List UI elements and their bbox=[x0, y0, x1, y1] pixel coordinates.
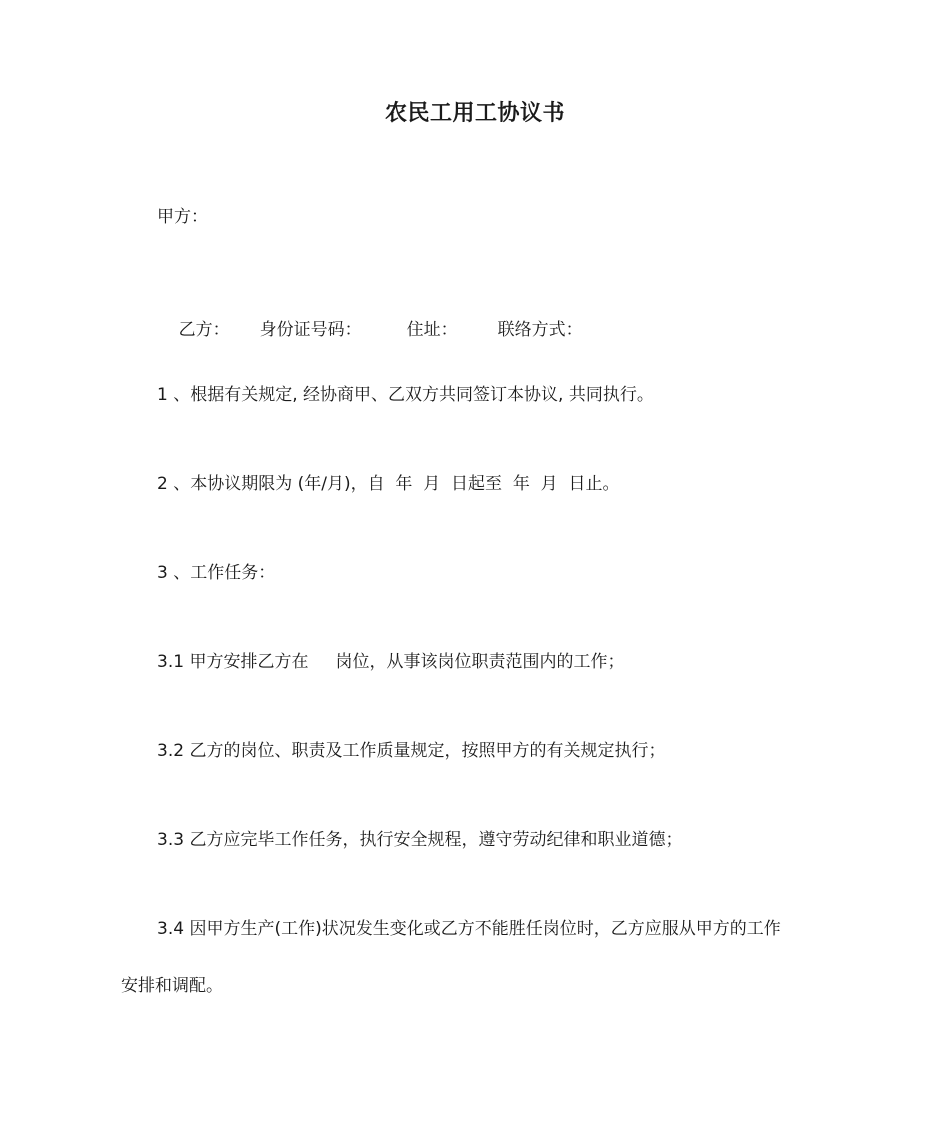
party-b-label: 乙方： bbox=[178, 320, 230, 340]
id-number-label: 身份证号码： bbox=[259, 320, 362, 340]
clause-1: 1 、根据有关规定, 经协商甲、乙双方共同签订本协议, 共同执行。 bbox=[157, 385, 654, 405]
clause-3-4: 3.4 因甲方生产(工作)状况发生变化或乙方不能胜任岗位时，乙方应服从甲方的工作 bbox=[157, 919, 781, 939]
clause-2: 2 、本协议期限为 (年/月)，自 年 月 日起至 年 月 日止。 bbox=[157, 474, 620, 494]
document-title: 农民工用工协议书 bbox=[384, 101, 565, 126]
address-label: 住址： bbox=[406, 320, 458, 340]
clause-3: 3 、工作任务： bbox=[157, 563, 276, 583]
clause-3-1: 3.1 甲方安排乙方在 岗位，从事该岗位职责范围内的工作； bbox=[157, 652, 625, 672]
contact-label: 联络方式： bbox=[497, 320, 583, 340]
party-b-line bbox=[157, 294, 583, 366]
clause-3-4-continuation: 安排和调配。 bbox=[121, 976, 223, 996]
party-a-line: 甲方： bbox=[157, 207, 208, 227]
clause-3-2: 3.2 乙方的岗位、职责及工作质量规定，按照甲方的有关规定执行； bbox=[157, 741, 666, 761]
clause-3-3: 3.3 乙方应完毕工作任务，执行安全规程，遵守劳动纪律和职业道德； bbox=[157, 830, 683, 850]
